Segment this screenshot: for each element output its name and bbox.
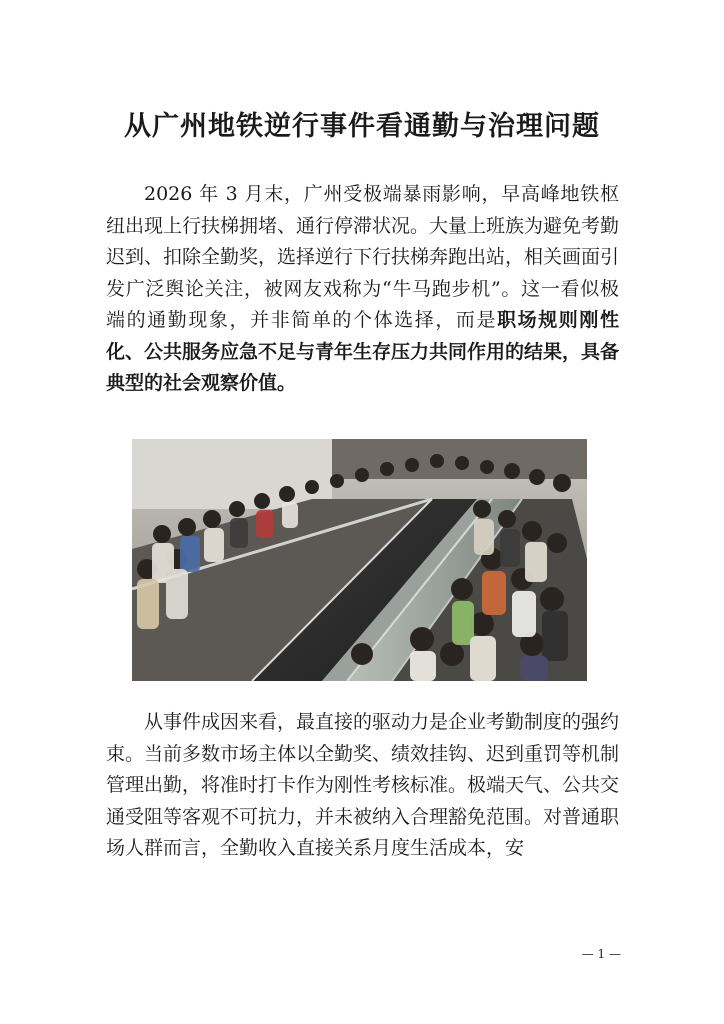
paragraph-2: 从事件成因来看，最直接的驱动力是企业考勤制度的强约束。当前多数市场主体以全勤奖、绩效挂钩、迟到重罚等机制管理出勤，将准时打卡作为刚性考核标准。极端天气、公共交通受阻等客观不可抗力，并未被纳入合理豁免范围。对普通职场人群而言，全勤收入直接关系月度生活成本，安 <box>106 711 620 859</box>
paragraph-1-text: 2026 年 3 月末，广州受极端暴雨影响，早高峰地铁枢纽出现上行扶梯拥堵、通行停滞状况。大量上班族为避免考勤迟到、扣除全勤奖，选择逆行下行扶梯奔跑出站，相关画面引发广泛舆论关注，被网友戏称为“牛马跑步机”。这一看似极端的通勤现象，并非简单的个体选择，而是 <box>106 183 620 331</box>
escalator-crowd-photo <box>132 439 587 681</box>
escalator-crowd-illustration <box>132 439 587 681</box>
paragraph-1 <box>106 179 619 400</box>
paragraph-1-bold-text: 职场规则刚性化、公共服务应急不足与青年生存压力共同作用的结果，具备典型的社会观察价值。 <box>106 309 620 394</box>
document-title: 从广州地铁逆行事件看通勤与治理问题 <box>124 111 600 142</box>
page-number: — 1 — <box>581 947 621 961</box>
